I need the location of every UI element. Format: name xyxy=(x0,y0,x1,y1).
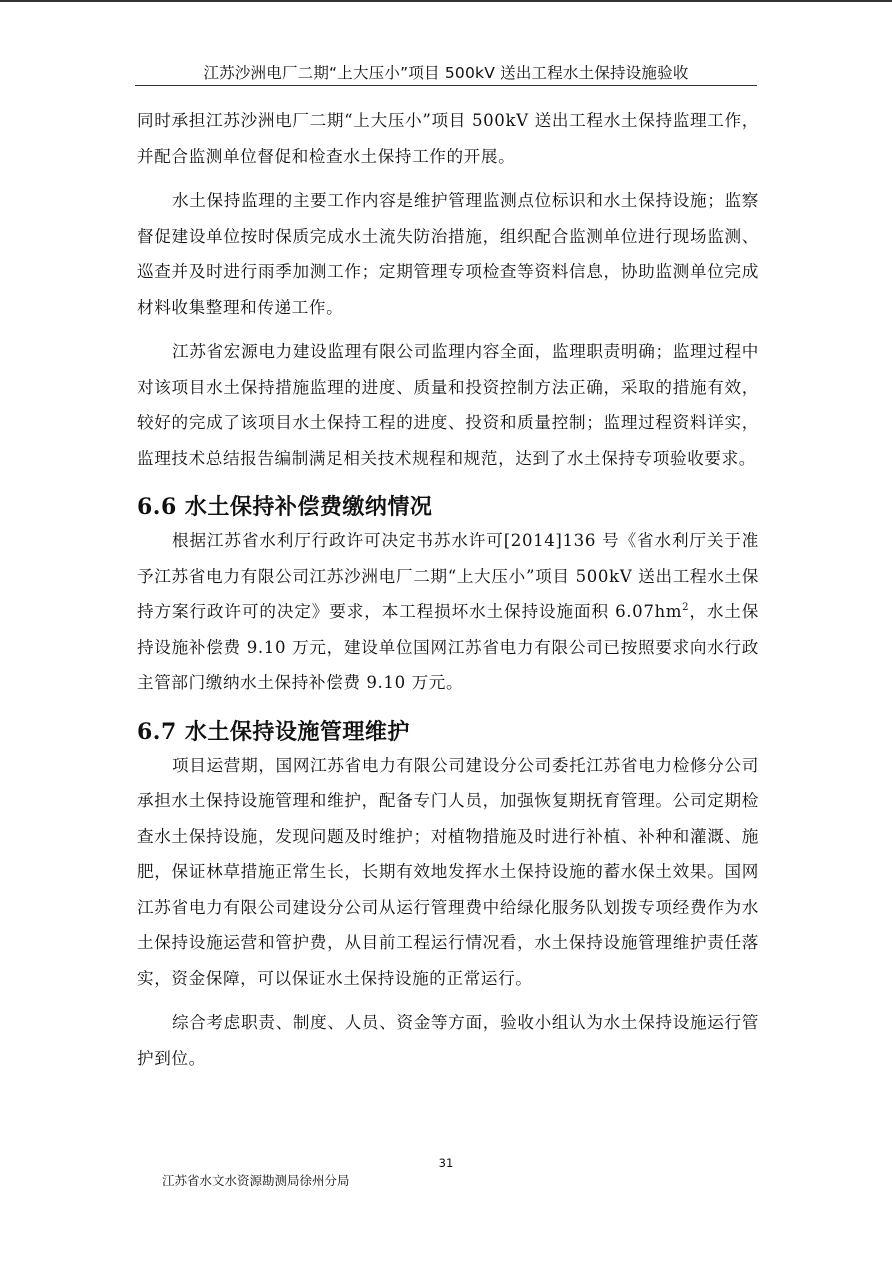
running-header: 江苏沙洲电厂二期“上大压小”项目 500kV 送出工程水土保持设施验收 xyxy=(203,64,689,82)
footer-organization: 江苏省水文水资源勘测局徐州分局 xyxy=(162,1173,350,1188)
paragraph-facility-management: 项目运营期，国网江苏省电力有限公司建设分公司委托江苏省电力检修分公司承担水土保持设施管理和维护，配备专门人员，加强恢复期抚育管理。公司定期检查水土保持设施，发现问题及时维护；对植物措施及时进行补植、补种和灌溉、施肥，保证林草措施正常生长，长期有效地发挥水土保持设施的蓄水保土效果。国网江苏省电力有限公司建设分公司从运行管理费中给绿化服务队划拨专项经费作为水土保持设施运营和管护费，从目前工程运行情况看，水土保持设施管理维护责任落实，资金保障，可以保证水土保持设施的正常运行。 xyxy=(137,755,759,988)
area-unit-superscript: 2 xyxy=(682,602,690,613)
page-top-border xyxy=(0,0,892,2)
header-rule xyxy=(135,85,757,86)
compensation-text-part-1: 根据江苏省水利厅行政许可决定书苏水许可[2014]136 号《省水利厅关于准予江苏省电力有限公司江苏沙洲电厂二期“上大压小”项目 500kV 送出工程水土保持方案行政许可的决定》要求，本工程损坏水土保持设施面积 6.07hm xyxy=(137,531,759,621)
section-heading-6-7: 6.7 水土保持设施管理维护 xyxy=(137,718,410,745)
paragraph-supervision-evaluation: 江苏省宏源电力建设监理有限公司监理内容全面，监理职责明确；监理过程中对该项目水土保持措施监理的进度、质量和投资控制方法正确，采取的措施有效，较好的完成了该项目水土保持工程的进度、投资和质量控制；监理过程资料详实，监理技术总结报告编制满足相关技术规程和规范，达到了水土保持专项验收要求。 xyxy=(137,342,759,468)
page-body xyxy=(137,103,759,1076)
section-heading-6-6: 6.6 水土保持补偿费缴纳情况 xyxy=(137,494,433,520)
paragraph-supervision-content: 水土保持监理的主要工作内容是维护管理监测点位标识和水土保持设施；监察督促建设单位按时保质完成水土流失防治措施，组织配合监测单位进行现场监测、巡查并及时进行雨季加测工作；定期管理专项检查等资料信息，协助监测单位完成材料收集整理和传递工作。 xyxy=(137,191,759,317)
compensation-text-part-2: ，水土保持设施补偿费 9.10 万元，建设单位国网江苏省电力有限公司已按照要求向水行政主管部门缴纳水土保持补偿费 9.10 万元。 xyxy=(137,602,759,692)
page-number: 31 xyxy=(438,1156,454,1170)
paragraph-supervision-continued: 同时承担江苏沙洲电厂二期“上大压小”项目 500kV 送出工程水土保持监理工作，并配合监测单位督促和检查水土保持工作的开展。 xyxy=(137,111,759,166)
paragraph-acceptance-conclusion: 综合考虑职责、制度、人员、资金等方面，验收小组认为水土保持设施运行管护到位。 xyxy=(137,1013,759,1068)
paragraph-compensation-fee xyxy=(137,523,759,701)
